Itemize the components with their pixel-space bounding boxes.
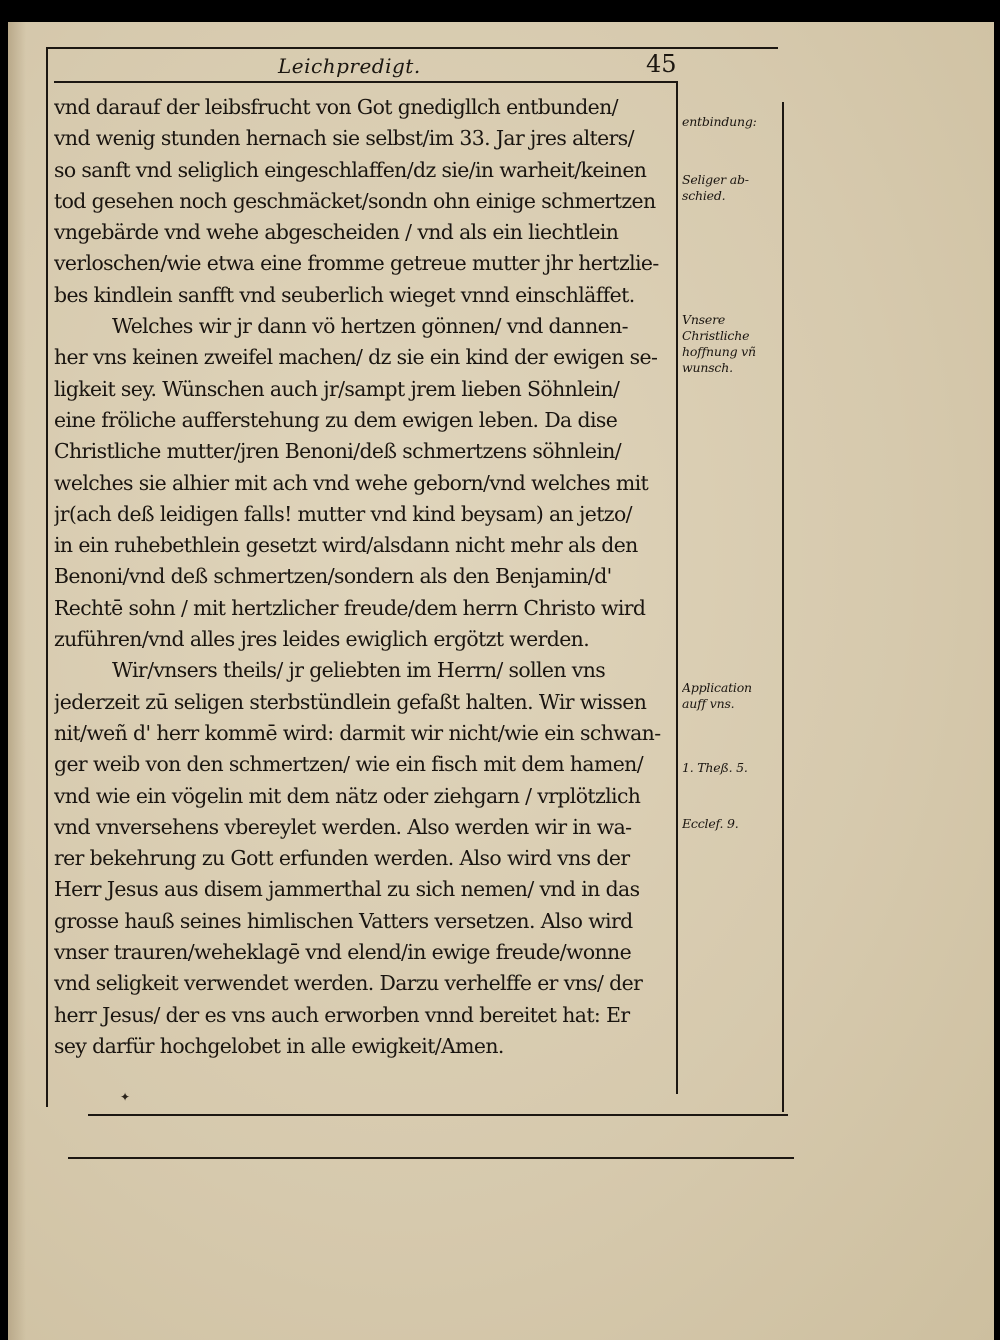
text-line: vnser trauren/weheklagē vnd elend/in ewige freude/wonne (54, 940, 632, 965)
margin-note-line: Ecclef. 9. (682, 816, 739, 831)
text-line: vnd wenig stunden hernach sie selbst/im 33. Jar jres alters/ (54, 126, 634, 151)
text-line: vngebärde vnd wehe abgescheiden / vnd als ein liechtlein (54, 220, 619, 245)
text-line: Herr Jesus aus disem jammerthal zu sich nemen/ vnd in das (54, 877, 640, 902)
text-line: jr(ach deß leidigen falls! mutter vnd kind beysam) an jetzo/ (54, 501, 632, 526)
text-line: eine fröliche aufferstehung zu dem ewigen leben. Da dise (54, 407, 618, 432)
margin-note-eccles (682, 816, 794, 832)
ornament-icon: ✦ (120, 1090, 131, 1104)
text-line: grosse hauß seines himlischen Vatters versetzen. Also wird (54, 908, 633, 933)
text-line: rer bekehrung zu Gott erfunden werden. Also wird vns der (54, 846, 630, 871)
text-line: Benoni/vnd deß schmertzen/sondern als den Benjamin/d' (54, 564, 612, 589)
text-line: vnd seligkeit verwendet werden. Darzu verhelffe er vns/ der (54, 971, 643, 996)
column-divider-rule (676, 82, 678, 1094)
text-line: herr Jesus/ der es vns auch erworben vnnd bereitet hat: Er (54, 1002, 630, 1027)
text-line: welches sie alhier mit ach vnd wehe geborn/vnd welches mit (54, 470, 649, 495)
text-line: her vns keinen zweifel machen/ dz sie ein kind der ewigen se- (54, 345, 658, 370)
margin-note-line: entbindung: (682, 114, 757, 129)
text-line: Wir/vnsers theils/ jr geliebten im Herrn/ sollen vns (112, 658, 606, 683)
margin-note-line: hoffnung vñ (682, 344, 756, 359)
text-line: jederzeit zū seligen sterbstündlein gefaßt halten. Wir wissen (54, 689, 647, 714)
text-line: verloschen/wie etwa eine fromme getreue mutter jhr hertzlie- (54, 251, 659, 276)
margin-note-line: auff vns. (682, 696, 735, 711)
text-line: zuführen/vnd alles jres leides ewiglich ergötzt werden. (54, 627, 590, 652)
bottom-rule-upper (88, 1114, 788, 1116)
frame-top-rule (46, 47, 778, 49)
text-line: vnd vnversehens vbereylet werden. Also werden wir in wa- (54, 814, 632, 839)
margin-note-line: Application (682, 680, 752, 695)
frame-left-rule (46, 47, 48, 1107)
margin-note-line: Christliche (682, 328, 750, 343)
margin-note-hoffnung (682, 312, 794, 376)
page-number: 45 (646, 50, 677, 78)
margin-note-line: 1. Theß. 5. (682, 760, 748, 775)
header-rule (54, 81, 678, 83)
text-line: nit/weñ d' herr kommē wird: darmit wir nicht/wie ein schwan- (54, 720, 661, 745)
margin-note-line: Seliger ab- (682, 172, 749, 187)
text-line: Christliche mutter/jren Benoni/deß schmertzens söhnlein/ (54, 439, 622, 464)
margin-note-line: wunsch. (682, 360, 733, 375)
margin-right-rule (782, 102, 784, 1112)
text-line: Rechtē sohn / mit hertzlicher freude/dem herrn Christo wird (54, 595, 646, 620)
text-line: vnd darauf der leibsfrucht von Got gnedigllch entbunden/ (54, 95, 618, 119)
text-line: ger weib von den schmertzen/ wie ein fisch mit dem hamen/ (54, 752, 643, 777)
margin-note-entbindung (682, 114, 794, 130)
body-text (54, 92, 674, 1062)
bottom-rule-lower (68, 1157, 794, 1159)
margin-note-application (682, 680, 794, 712)
margin-note-seliger-abschied (682, 172, 794, 204)
text-line: ligkeit sey. Wünschen auch jr/sampt jrem lieben Söhnlein/ (54, 376, 620, 401)
text-line: Welches wir jr dann vö hertzen gönnen/ vnd dannen- (112, 314, 628, 339)
running-head: Leichpredigt. (278, 54, 421, 78)
book-page (8, 22, 994, 1340)
text-line: vnd wie ein vögelin mit dem nätz oder ziehgarn / vrplötzlich (54, 783, 641, 808)
text-line: in ein ruhebethlein gesetzt wird/alsdann nicht mehr als den (54, 533, 638, 558)
text-line: bes kindlein sanfft vnd seuberlich wieget vnnd einschläffet. (54, 282, 635, 307)
margin-note-line: Vnsere (682, 312, 726, 327)
margin-note-line: schied. (682, 188, 726, 203)
text-line: tod gesehen noch geschmäcket/sondn ohn einige schmertzen (54, 188, 656, 213)
text-line: sey darfür hochgelobet in alle ewigkeit/Amen. (54, 1033, 504, 1058)
margin-note-thess (682, 760, 794, 776)
text-line: so sanft vnd seliglich eingeschlaffen/dz sie/in warheit/keinen (54, 157, 647, 182)
page-gutter-shadow (8, 22, 26, 1340)
